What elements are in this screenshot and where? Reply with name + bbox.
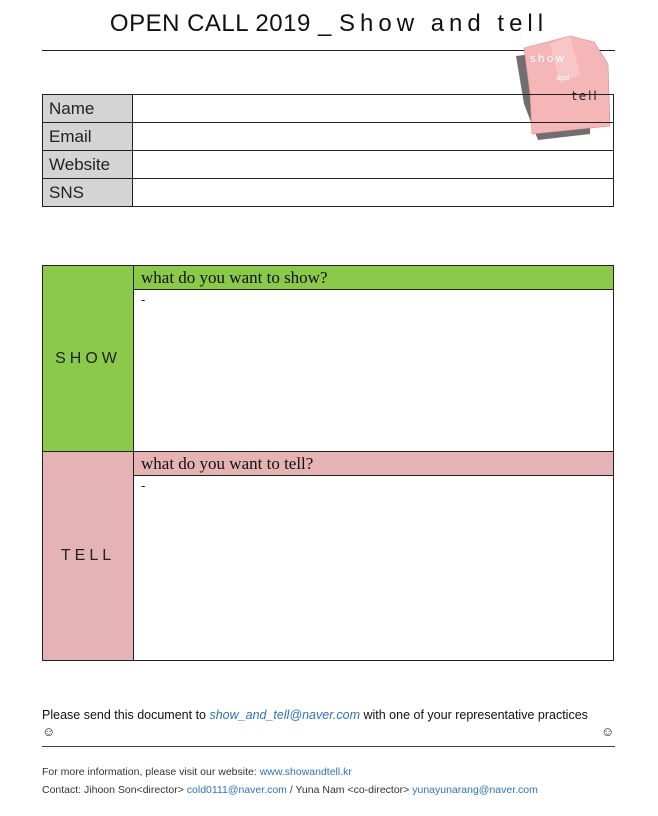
submission-email-link[interactable]: show_and_tell@naver.com: [209, 708, 360, 722]
tell-answer-field[interactable]: -: [141, 478, 146, 493]
name-label: Name: [43, 95, 133, 123]
logo-text-show: show: [530, 52, 567, 65]
send-suffix: with one of your representative practices: [363, 708, 588, 722]
logo-text-tell: tell: [572, 89, 599, 103]
sns-label: SNS: [43, 179, 133, 207]
show-answer-field[interactable]: -: [141, 292, 146, 307]
send-prefix: Please send this document to: [42, 708, 206, 722]
name-field[interactable]: [133, 95, 614, 123]
website-field[interactable]: [133, 151, 614, 179]
tell-question: what do you want to tell?: [134, 451, 613, 476]
show-question: what do you want to show?: [134, 266, 613, 290]
table-row: [43, 179, 614, 207]
co-director-email-link[interactable]: yunayunarang@naver.com: [412, 784, 538, 796]
director-email-link[interactable]: cold0111@naver.com: [186, 784, 287, 796]
smile-icon-left: ☺: [42, 724, 56, 739]
website-label: Website: [43, 151, 133, 179]
email-label: Email: [43, 123, 133, 151]
website-link[interactable]: www.showandtell.kr: [259, 766, 352, 778]
smile-icon-right: ☺: [601, 724, 615, 739]
co-director-text: / Yuna Nam <co-director>: [289, 784, 410, 796]
title-show-and-tell: Show and tell: [338, 10, 549, 37]
sns-field[interactable]: [133, 179, 614, 207]
more-info-text: For more information, please visit our website:: [42, 766, 257, 778]
contact-director-text: Contact: Jihoon Son<director>: [42, 784, 184, 796]
table-row: [43, 151, 614, 179]
logo-text-and: and: [556, 74, 570, 82]
tell-section-label: TELL: [43, 451, 134, 660]
contact-line: [42, 784, 538, 796]
table-row: [43, 95, 614, 123]
more-info-line: [42, 766, 352, 778]
footer-divider: [42, 746, 615, 747]
submission-instructions: [42, 708, 617, 722]
show-tell-table: [42, 265, 614, 661]
email-field[interactable]: [133, 123, 614, 151]
table-row: [43, 123, 614, 151]
title-prefix: OPEN CALL 2019 _: [109, 10, 332, 37]
contact-info-table: [42, 94, 614, 207]
show-section-label: SHOW: [43, 266, 134, 451]
